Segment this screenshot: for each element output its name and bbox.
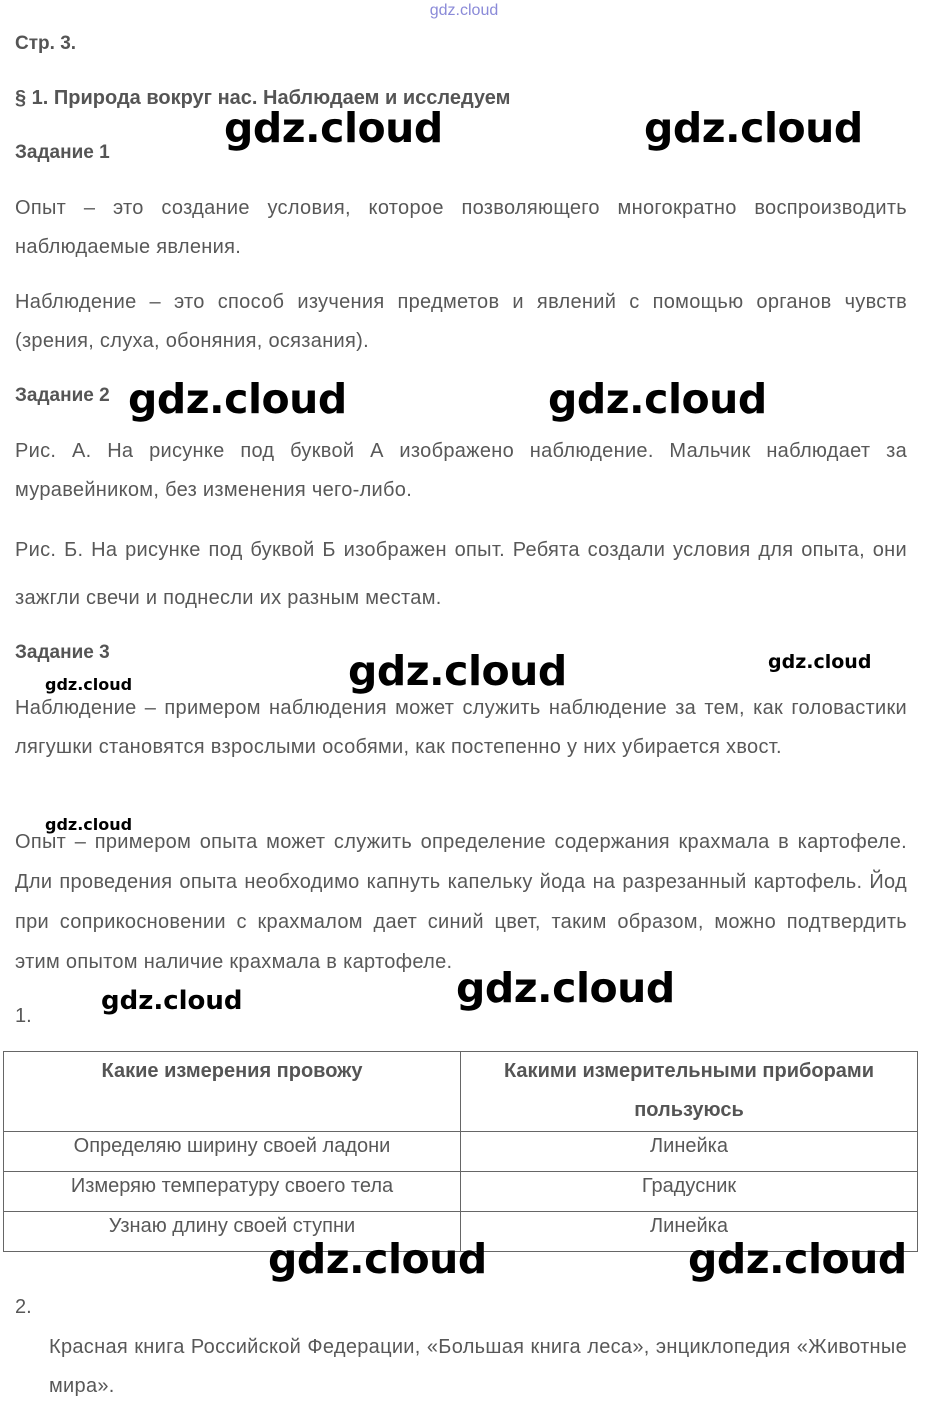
watermark: gdz.cloud: [268, 1235, 487, 1283]
page-label: Стр. 3.: [15, 33, 77, 54]
watermark-top: gdz.cloud: [429, 2, 499, 19]
item2-text: Красная книга Российской Федерации, «Большая книга леса», энциклопедия «Животные мира».: [49, 1336, 907, 1397]
task3-paragraph-1: Наблюдение – примером наблюдения может служить наблюдение за тем, как головастики лягушки становятся взрослыми особями, как постепенно у них убирается хвост.: [15, 697, 907, 758]
watermark: gdz.cloud: [348, 647, 567, 695]
table-cell: Определяю ширину своей ладони: [4, 1132, 461, 1172]
table-cell: Узнаю длину своей ступни: [4, 1212, 461, 1252]
watermark: gdz.cloud: [45, 675, 133, 694]
measurements-table: [3, 1051, 918, 1252]
watermark: gdz.cloud: [548, 375, 767, 423]
task1-paragraph-2: Наблюдение – это способ изучения предметов и явлений с помощью органов чувств (зрения, слуха, обоняния, осязания).: [15, 291, 907, 352]
table-header-cell: Какие измерения провожу: [4, 1052, 461, 1132]
table-header-row: [4, 1052, 918, 1132]
task1-title: Задание 1: [15, 142, 110, 163]
watermark: gdz.cloud: [644, 104, 863, 152]
task3-paragraph-2: Опыт – примером опыта может служить определение содержания крахмала в картофеле. Дли проведения опыта необходимо капнуть капельку йода на разрезанный картофель. Йод при соприкосновении с крахмалом дает синий цвет, таким образом, можно подтвердить этим опытом наличие крахмала в картофеле.: [15, 831, 907, 973]
watermark: gdz.cloud: [224, 104, 443, 152]
task2-paragraph-2: Рис. Б. На рисунке под буквой Б изображен опыт. Ребята создали условия для опыта, они зажгли свечи и поднесли их разным местам.: [15, 539, 907, 609]
table-cell: Линейка: [461, 1212, 918, 1252]
table-row: [4, 1172, 918, 1212]
task1-paragraph-1: Опыт – это создание условия, которое позволяющего многократно воспроизводить наблюдаемые явления.: [15, 197, 907, 258]
table-row: [4, 1132, 918, 1172]
item2-number: 2.: [15, 1296, 32, 1318]
watermark: gdz.cloud: [101, 986, 243, 1016]
task2-title: Задание 2: [15, 385, 110, 406]
task2-paragraph-1: Рис. А. На рисунке под буквой А изображено наблюдение. Мальчик наблюдает за муравейником, без изменения чего-либо.: [15, 440, 907, 501]
table-cell: Линейка: [461, 1132, 918, 1172]
table-header-cell: Какими измерительными приборами пользуюсь: [461, 1052, 918, 1132]
watermark: gdz.cloud: [128, 375, 347, 423]
watermark: gdz.cloud: [456, 964, 675, 1012]
task3-title: Задание 3: [15, 642, 110, 663]
section-title: § 1. Природа вокруг нас. Наблюдаем и исследуем: [15, 87, 511, 109]
watermark: gdz.cloud: [45, 815, 133, 834]
item1-number: 1.: [15, 1005, 32, 1027]
table-cell: Градусник: [461, 1172, 918, 1212]
table-cell: Измеряю температуру своего тела: [4, 1172, 461, 1212]
watermark: gdz.cloud: [768, 651, 872, 673]
watermark: gdz.cloud: [688, 1235, 907, 1283]
